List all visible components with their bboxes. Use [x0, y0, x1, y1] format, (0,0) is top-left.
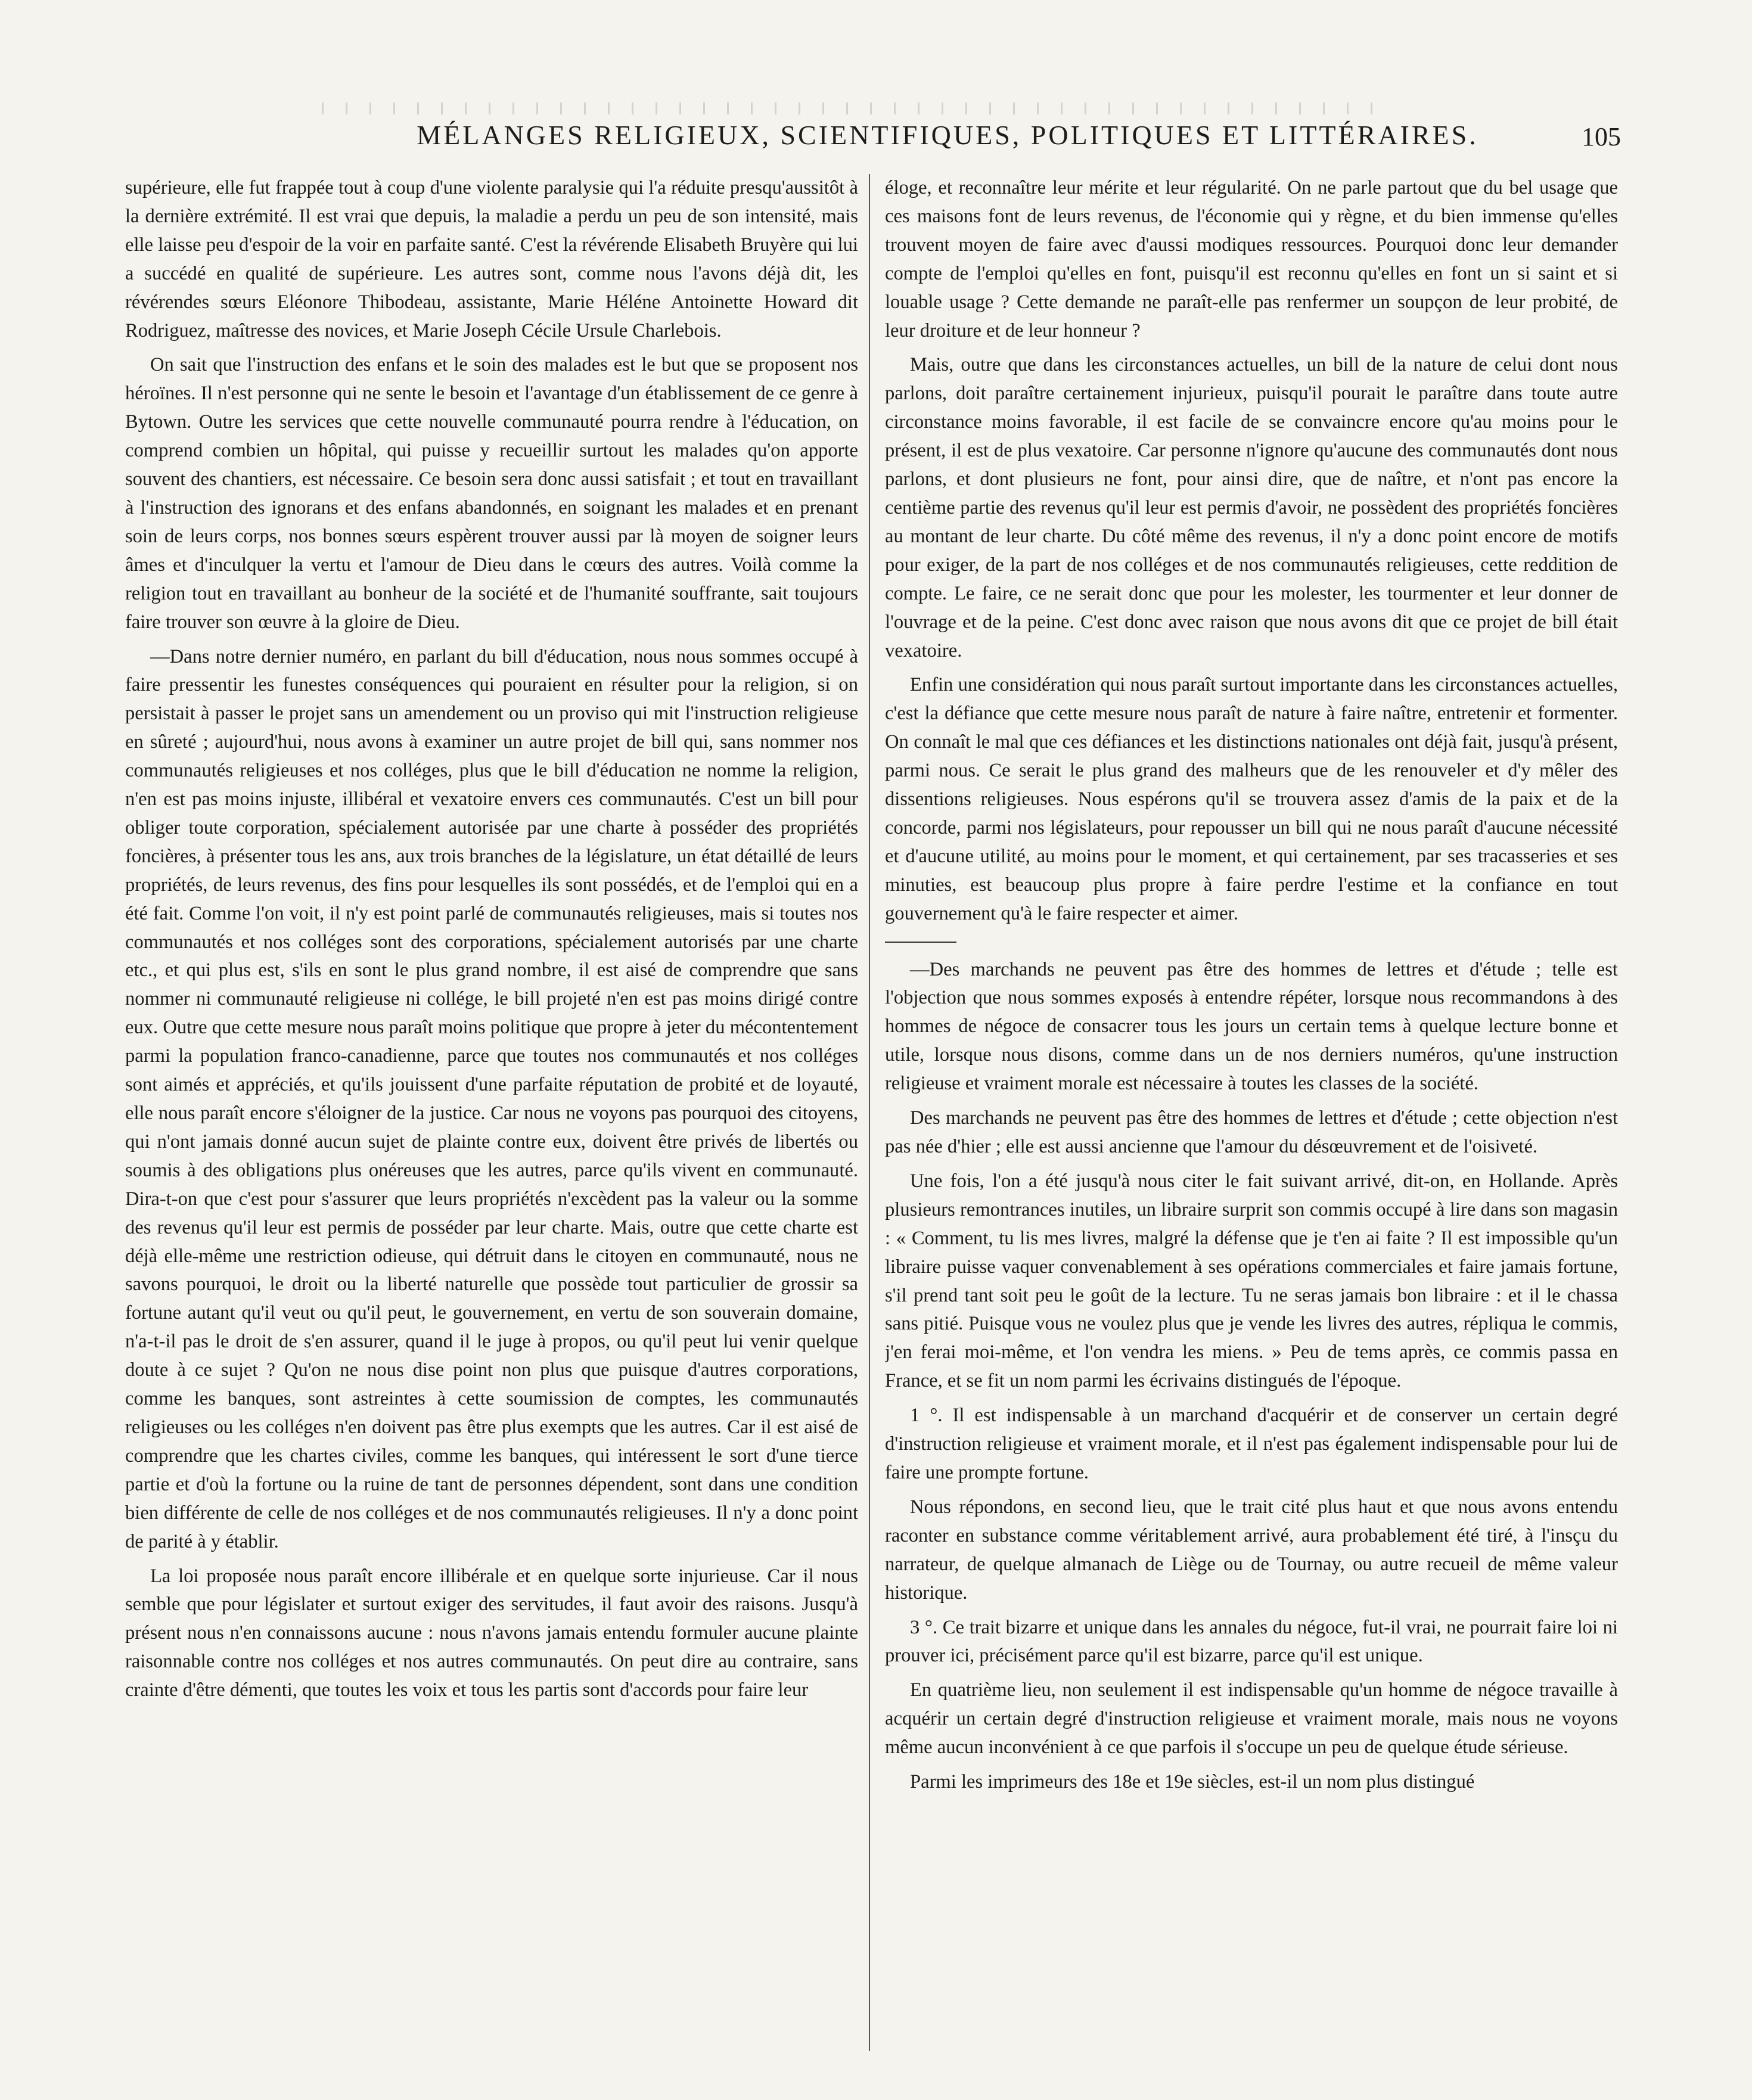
- paragraph: Enfin une considération qui nous paraît surtout importante dans les circonstances actuelles, c'est la défiance que cette mesure nous paraît de nature à faire naître, entretenir et formenter. On connaît le mal que ces défiances et les distinctions nationales ont déjà fait, jusqu'à présent, parmi nous. Ce serait le plus grand des malheurs que de les renouveler et d'y mêler des dissentions religieuses. Nous espérons qu'il se trouvera assez d'amis de la paix et de la concorde, parmi nos législateurs, pour repousser un bill qui ne nous paraît d'aucune nécessité et d'aucune utilité, au moins pour le moment, et qui certainement, par ses tracasseries et ses minuties, est beaucoup plus propre à faire perdre l'estime et la confiance en tout gouvernement qu'à le faire respecter et aimer.: [885, 674, 1618, 924]
- paragraph: La loi proposée nous paraît encore illibérale et en quelque sorte injurieuse. Car il nous semble que pour législater et surtout exiger des servitudes, il faut avoir des raisons. Jusqu'à présent nous n'en connaissons aucune : nous n'avons jamais entendu formuler aucune plainte raisonnable contre nos colléges et nos autres communautés. On peut dire au contraire, sans crainte d'être démenti, que toutes les voix et tous les partis sont d'accords pour faire leur: [125, 1565, 858, 1701]
- paragraph: On sait que l'instruction des enfans et le soin des malades est le but que se proposent nos héroïnes. Il n'est personne qui ne sente le besoin et l'avantage d'un établissement de ce genre à Bytown. Outre les services que cette nouvelle communauté pourra rendre à l'éducation, on comprend combien un hôpital, qui puisse y recueillir surtout les malades qu'on apporte souvent des chantiers, est nécessaire. Ce besoin sera donc aussi satisfait ; et tout en travaillant à l'instruction des ignorans et des enfans abandonnés, en soignant les malades et en prenant soin de leurs corps, nos bonnes sœurs espèrent trouver aussi par là moyen de soigner leurs âmes et d'inculquer la vertu et l'amour de Dieu dans le cœurs des autres. Voilà comme la religion tout en travaillant au bonheur de la société et de l'humanité souffrante, sait toujours faire trouver son œuvre à la gloire de Dieu.: [125, 354, 858, 633]
- paragraph: Des marchands ne peuvent pas être des hommes de lettres et d'étude ; cette objection n'est pas née d'hier ; elle est aussi ancienne que l'amour du désœuvrement et de l'oisiveté.: [885, 1107, 1618, 1157]
- paragraph: —Dans notre dernier numéro, en parlant du bill d'éducation, nous nous sommes occupé à faire pressentir les funestes conséquences qui pouraient en résulter pour la religion, si on persistait à passer le projet sans un amendement ou un proviso qui mit l'instruction religieuse en sûreté ; aujourd'hui, nous avons à examiner un autre projet de bill qui, sans nommer nos communautés religieuses et nos colléges, plus que le bill d'éducation ne nomme la religion, n'en est pas moins injuste, illibéral et vexatoire envers ces communautés. C'est un bill pour obliger toute corporation, spécialement autorisée par une charte à posséder des propriétés foncières, à présenter tous les ans, aux trois branches de la législature, un état détaillé de leurs propriétés, de leurs revenus, des fins pour lesquelles ils sont possédés, et de l'emploi qui en a été fait. Comme l'on voit, il n'y est point parlé de communautés religieuses, mais si toutes nos communautés et nos colléges sont des corporations, spécialement autorisés par une charte etc., et qui plus est, s'ils en sont le plus grand nombre, il est aisé de comprendre que sans nommer ni communauté religieuse ni collége, le bill projeté n'en est pas moins dirigé contre eux. Outre que cette mesure nous paraît moins politique que propre à jeter du mécontentement parmi la population franco-canadienne, parce que toutes nos communautés et nos colléges sont aimés et appréciés, et qu'ils jouissent d'une parfaite réputation de probité et de loyauté, elle nous paraît encore s'éloigner de la justice. Car nous ne voyons pas pourquoi des citoyens, qui n'ont jamais donné aucun sujet de plainte contre eux, doivent être privés de libertés ou soumis à des obligations plus onéreuses que les autres, parce qu'ils vivent en communauté. Dira-t-on que c'est pour s'assurer que leurs propriétés n'excèdent pas la valeur ou la somme des revenus qu'il leur est permis de posséder par leur charte. Mais, outre que cette charte est déjà elle-même une restriction odieuse, qui détruit dans le citoyen en communauté, nous ne savons pourquoi, le droit ou la liberté naturelle que possède tout particulier de grossir sa fortune autant qu'il veut ou qu'il peut, le gouvernement, en vertu de son souverain domaine, n'a-t-il pas le droit de s'en assurer, quand il le juge à propos, ou qu'il peut lui venir quelque doute à ce sujet ? Qu'on ne nous dise point non plus que puisque d'autres corporations, comme les banques, sont astreintes à cette soumission de comptes, les communautés religieuses ou les colléges n'en doivent pas être plus exempts que les autres. Car il est aisé de comprendre que les chartes civiles, comme les banques, qui intéressent le sort d'une tierce partie et d'où la fortune ou la ruine de tant de personnes dépendent, sont dans une condition bien différente de celle de nos colléges et de nos communautés religieuses. Il n'y a donc point de parité à y établir.: [125, 645, 858, 1552]
- section-divider: [885, 942, 956, 943]
- paragraph: supérieure, elle fut frappée tout à coup d'une violente paralysie qui l'a réduite presqu'aussitôt à la dernière extrémité. Il est vrai que depuis, la maladie a perdu un peu de son intensité, mais elle laisse peu d'espoir de la voir en parfaite santé. C'est la révérende Elisabeth Bruyère qui lui a succédé en qualité de supérieure. Les autres sont, comme nous l'avons déjà dit, les révérendes sœurs Eléonore Thibodeau, assistante, Marie Héléne Antoinette Howard dit Rodriguez, maîtresse des novices, et Marie Joseph Cécile Ursule Charlebois.: [125, 177, 858, 341]
- paragraph: Une fois, l'on a été jusqu'à nous citer le fait suivant arrivé, dit-on, en Hollande. Après plusieurs remontrances inutiles, un libraire surprit son commis occupé à lire dans son magasin : « Comment, tu lis mes livres, malgré la défense que je t'en ai faite ? Il est impossible qu'un libraire puisse vaquer convenablement à ses opérations commerciales et faire jamais fortune, s'il prend tant soit peu le goût de la lecture. Tu ne seras jamais bon libraire : et il le chassa sans pitié. Puisque vous ne voulez plus que je vende les livres des autres, répliqua le commis, j'en ferai moi-même, et l'on vendra les miens. » Peu de tems après, ce commis passa en France, et se fit un nom parmi les écrivains distingués de l'époque.: [885, 1170, 1618, 1392]
- paragraph: Parmi les imprimeurs des 18e et 19e siècles, est-il un nom plus distingué: [910, 1771, 1475, 1793]
- print-speckle: [322, 102, 1394, 114]
- paragraph: 3 °. Ce trait bizarre et unique dans les annales du négoce, fut-il vrai, ne pourrait faire loi ni prouver ici, précisément parce qu'il est bizarre, parce qu'il est unique.: [885, 1616, 1618, 1667]
- right-column: [885, 174, 1618, 2051]
- column-divider: [869, 174, 870, 2051]
- paragraph: 1 °. Il est indispensable à un marchand d'acquérir et de conserver un certain degré d'instruction religieuse et vraiment morale, et il n'est pas également indispensable pour lui de faire une prompte fortune.: [885, 1405, 1618, 1483]
- page-number: 105: [1582, 122, 1621, 151]
- running-title: MÉLANGES RELIGIEUX, SCIENTIFIQUES, POLITIQUES ET LITTÉRAIRES.: [417, 120, 1478, 150]
- paragraph: En quatrième lieu, non seulement il est indispensable qu'un homme de négoce travaille à acquérir un certain degré d'instruction religieuse et vraiment morale, mais nous ne voyons même aucun inconvénient à ce que parfois il s'occupe un peu de quelque étude sérieuse.: [885, 1679, 1618, 1759]
- paragraph: éloge, et reconnaître leur mérite et leur régularité. On ne parle partout que du bel usage que ces maisons font de leurs revenus, de l'économie qui y règne, et du bien immense qu'elles trouvent moyen de faire avec d'aussi modiques ressources. Pourquoi donc leur demander compte de l'emploi qu'elles en font, puisqu'il est reconnu qu'elles en font un si saint et si louable usage ? Cette demande ne paraît-elle pas renfermer un soupçon de leur probité, de leur droiture et de leur honneur ?: [885, 177, 1618, 341]
- page-header: [125, 119, 1633, 161]
- paragraph: Nous répondons, en second lieu, que le trait cité plus haut et que nous avons entendu raconter en substance comme véritablement arrivé, aura probablement été tiré, à l'insçu du narrateur, de quelque almanach de Liège ou de Tournay, ou autre recueil de même valeur historique.: [885, 1496, 1618, 1604]
- paragraph: —Des marchands ne peuvent pas être des hommes de lettres et d'étude ; telle est l'objection que nous sommes exposés à entendre répéter, lorsque nous recommandons à des hommes de négoce de consacrer tous les jours un certain tems à quelque lecture bonne et utile, lorsque nous disons, comme dans un de nos derniers numéros, qu'une instruction religieuse et vraiment morale est nécessaire à toutes les classes de la société.: [885, 958, 1618, 1095]
- left-column: [125, 174, 858, 2051]
- paragraph: Mais, outre que dans les circonstances actuelles, un bill de la nature de celui dont nous parlons, doit paraître certainement injurieux, puisqu'il pourait le paraître dans toute autre circonstance moins favorable, il est facile de se convaincre encore qu'au moins pour le présent, il est de plus vexatoire. Car personne n'ignore qu'aucune des communautés dont nous parlons, et dont plusieurs ne font, pour ainsi dire, que de naître, et n'ont pas encore la centième partie des revenus qu'il leur est permis d'avoir, ne possèdent des propriétés foncières au montant de leur charte. Du côté même des revenus, il n'y a donc point encore de motifs pour exiger, de la part de nos colléges et de nos communautés religieuses, cette reddition de compte. Le faire, ce ne serait donc que pour les molester, les tourmenter et leur donner de l'ouvrage et de la peine. C'est donc avec raison que nous avons dit que ce projet de bill était vexatoire.: [885, 354, 1618, 661]
